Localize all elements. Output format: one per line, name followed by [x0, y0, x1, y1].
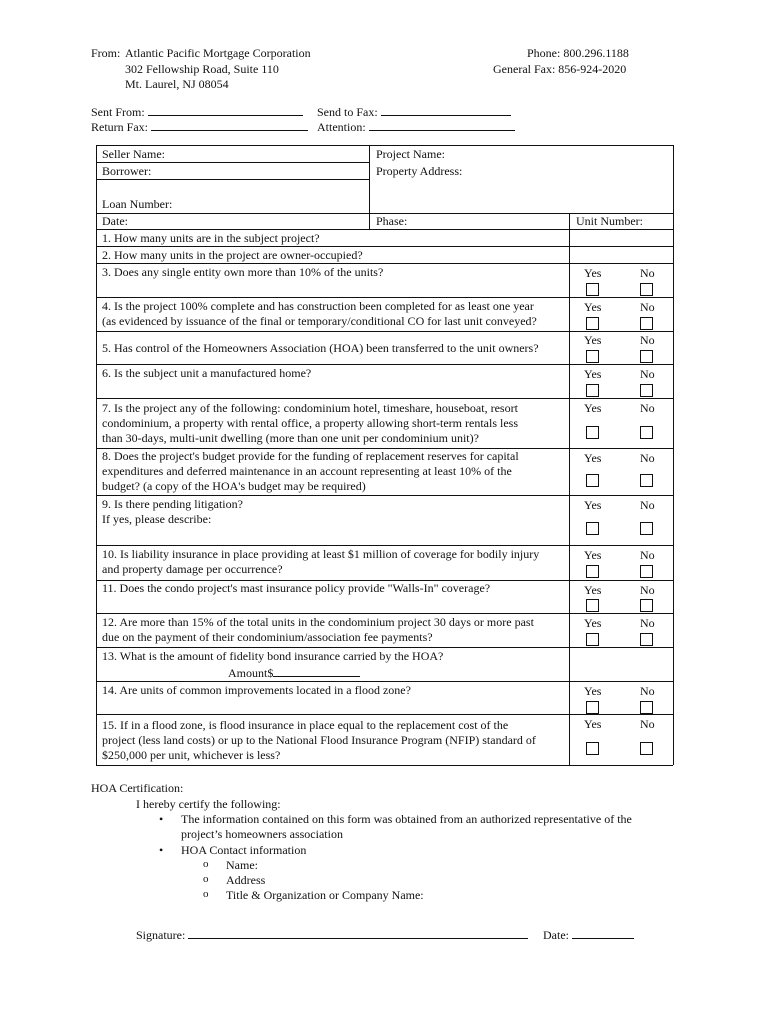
- property-address-label: Property Address:: [376, 164, 463, 178]
- bullet-icon: •: [159, 812, 164, 826]
- q4-no-checkbox[interactable]: [640, 317, 653, 330]
- seller-name-label: Seller Name:: [102, 147, 165, 161]
- phase-label: Phase:: [376, 214, 408, 228]
- amount-label: Amount$: [228, 666, 274, 680]
- send-to-fax-line[interactable]: [381, 104, 511, 116]
- company-address-line1: 302 Fellowship Road, Suite 110: [125, 62, 279, 76]
- signature-label: Signature:: [136, 928, 186, 942]
- q4-yes-checkbox[interactable]: [586, 317, 599, 330]
- phone-number: Phone: 800.296.1188: [527, 46, 629, 60]
- q8-yes-checkbox[interactable]: [586, 474, 599, 487]
- q15-yes-checkbox[interactable]: [586, 742, 599, 755]
- q10-no-checkbox[interactable]: [640, 565, 653, 578]
- q3-no-checkbox[interactable]: [640, 283, 653, 296]
- return-fax-label: Return Fax:: [91, 120, 148, 134]
- q5-no-checkbox[interactable]: [640, 350, 653, 363]
- sent-from-field[interactable]: [91, 104, 303, 120]
- q6-no-checkbox[interactable]: [640, 384, 653, 397]
- q9-no-checkbox[interactable]: [640, 522, 653, 535]
- contact-address-label: Address: [226, 873, 266, 887]
- company-address-line2: Mt. Laurel, NJ 08054: [125, 77, 229, 91]
- q6-yes-checkbox[interactable]: [586, 384, 599, 397]
- amount-field[interactable]: [228, 665, 360, 681]
- loan-number-label: Loan Number:: [102, 197, 173, 211]
- unit-number-label: Unit Number:: [576, 214, 643, 228]
- certification-item-1-line1: The information contained on this form was obtained from an authorized representative of the: [181, 812, 632, 826]
- hoa-certification-title: HOA Certification:: [91, 781, 184, 795]
- amount-line[interactable]: [273, 665, 360, 677]
- contact-title-label: Title & Organization or Company Name:: [226, 888, 424, 902]
- general-fax: General Fax: 856-924-2020: [493, 62, 627, 76]
- q14-yes-checkbox[interactable]: [586, 701, 599, 714]
- attention-field[interactable]: [317, 119, 515, 135]
- company-name: Atlantic Pacific Mortgage Corporation: [125, 46, 311, 60]
- signature-field[interactable]: [136, 927, 528, 943]
- send-to-fax-field[interactable]: [317, 104, 511, 120]
- return-fax-field[interactable]: [91, 119, 308, 135]
- contact-name-label: Name:: [226, 858, 258, 872]
- send-to-fax-label: Send to Fax:: [317, 105, 378, 119]
- attention-label: Attention:: [317, 120, 366, 134]
- signature-date-label: Date:: [543, 928, 569, 942]
- q7-yes-checkbox[interactable]: [586, 426, 599, 439]
- attention-line[interactable]: [369, 119, 515, 131]
- circle-bullet-icon: o: [203, 858, 209, 870]
- return-fax-line[interactable]: [151, 119, 308, 131]
- circle-bullet-icon: o: [203, 888, 209, 900]
- signature-line[interactable]: [188, 927, 528, 939]
- q9-yes-checkbox[interactable]: [586, 522, 599, 535]
- sent-from-label: Sent From:: [91, 105, 145, 119]
- q10-yes-checkbox[interactable]: [586, 565, 599, 578]
- q12-yes-checkbox[interactable]: [586, 633, 599, 646]
- certification-intro: I hereby certify the following:: [136, 797, 281, 811]
- sent-from-line[interactable]: [148, 104, 303, 116]
- q11-no-checkbox[interactable]: [640, 599, 653, 612]
- signature-date-field[interactable]: [543, 927, 634, 943]
- q11-yes-checkbox[interactable]: [586, 599, 599, 612]
- from-label: From:: [91, 46, 121, 60]
- q8-no-checkbox[interactable]: [640, 474, 653, 487]
- certification-item-1-line2: project’s homeowners association: [181, 827, 343, 841]
- q15-no-checkbox[interactable]: [640, 742, 653, 755]
- q12-no-checkbox[interactable]: [640, 633, 653, 646]
- q7-no-checkbox[interactable]: [640, 426, 653, 439]
- q5-yes-checkbox[interactable]: [586, 350, 599, 363]
- date-label: Date:: [102, 214, 128, 228]
- circle-bullet-icon: o: [203, 873, 209, 885]
- project-name-label: Project Name:: [376, 147, 445, 161]
- q14-no-checkbox[interactable]: [640, 701, 653, 714]
- borrower-label: Borrower:: [102, 164, 152, 178]
- bullet-icon: •: [159, 843, 164, 857]
- q3-yes-checkbox[interactable]: [586, 283, 599, 296]
- certification-item-2: HOA Contact information: [181, 843, 307, 857]
- signature-date-line[interactable]: [572, 927, 634, 939]
